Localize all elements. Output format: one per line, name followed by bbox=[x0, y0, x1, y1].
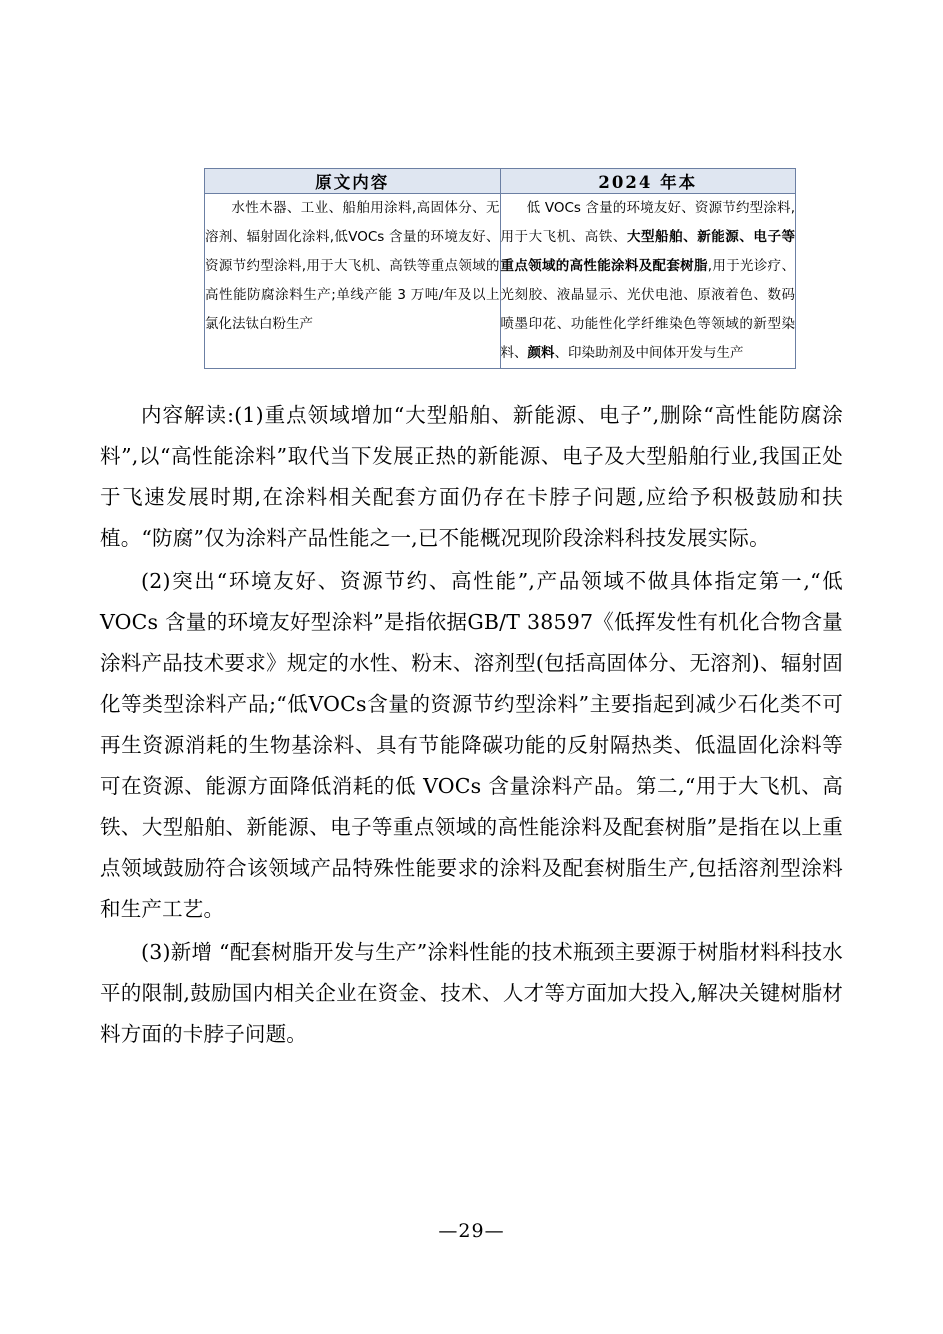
table-header-revised: 2024 年本 bbox=[500, 169, 796, 194]
body-text bbox=[100, 395, 843, 1055]
paragraph-3: (3)新增 “配套树脂开发与生产”涂料性能的技术瓶颈主要源于树脂材料科技水平的限制,鼓励国内相关企业在资金、技术、人才等方面加大投入,解决关键树脂材料方面的卡脖子问题。 bbox=[100, 940, 843, 1046]
table-header-row bbox=[205, 169, 796, 194]
page-number: —29— bbox=[438, 1220, 505, 1242]
page-footer bbox=[0, 1220, 943, 1242]
paragraph-2: (2)突出“环境友好、资源节约、高性能”,产品领域不做具体指定第一,“低 VOCs 含量的环境友好型涂料”是指依据GB/T 38597《低挥发性有机化合物含量涂料产品技术要求》规定的水性、粉末、溶剂型(包括高固体分、无溶剂)、辐射固化等类型涂料产品;“低VOCs含量的资源节约型涂料”主要指起到减少石化类不可再生资源消耗的生物基涂料、具有节能降碳功能的反射隔热类、低温固化涂料等可在资源、能源方面降低消耗的低 VOCs 含量涂料产品。第二,“用于大飞机、高铁、大型船舶、新能源、电子等重点领域的高性能涂料及配套树脂”是指在以上重点领域鼓励符合该领域产品特殊性能要求的涂料及配套树脂生产,包括溶剂型涂料和生产工艺。 bbox=[100, 569, 843, 921]
table-cell-original bbox=[205, 194, 501, 369]
comparison-table-wrapper bbox=[100, 0, 843, 369]
table-header-original: 原文内容 bbox=[205, 169, 501, 194]
original-text: 水性木器、工业、船舶用涂料,高固体分、无溶剂、辐射固化涂料,低VOCs 含量的环境友好、资源节约型涂料,用于大飞机、高铁等重点领域的高性能防腐涂料生产;单线产能 3 万吨/年及以上氯化法钛白粉生产 bbox=[205, 200, 500, 332]
table-cell-revised bbox=[500, 194, 796, 369]
paragraph-1: 内容解读:(1)重点领域增加“大型船舶、新能源、电子”,删除“高性能防腐涂料”,以“高性能涂料”取代当下发展正热的新能源、电子及大型船舶行业,我国正处于飞速发展时期,在涂料相关配套方面仍存在卡脖子问题,应给予积极鼓励和扶植。“防腐”仅为涂料产品性能之一,已不能概况现阶段涂料科技发展实际。 bbox=[100, 403, 843, 550]
revised-text: 低 VOCs 含量的环境友好、资源节约型涂料,用于大飞机、高铁、大型船舶、新能源、电子等重点领域的高性能涂料及配套树脂,用于光诊疗、光刻胶、液晶显示、光伏电池、原液着色、数码喷墨印花、功能性化学纤维染色等领域的新型染料、颜料、印染助剂及中间体开发与生产 bbox=[500, 200, 796, 361]
table-row bbox=[205, 194, 796, 369]
comparison-table bbox=[204, 168, 796, 369]
